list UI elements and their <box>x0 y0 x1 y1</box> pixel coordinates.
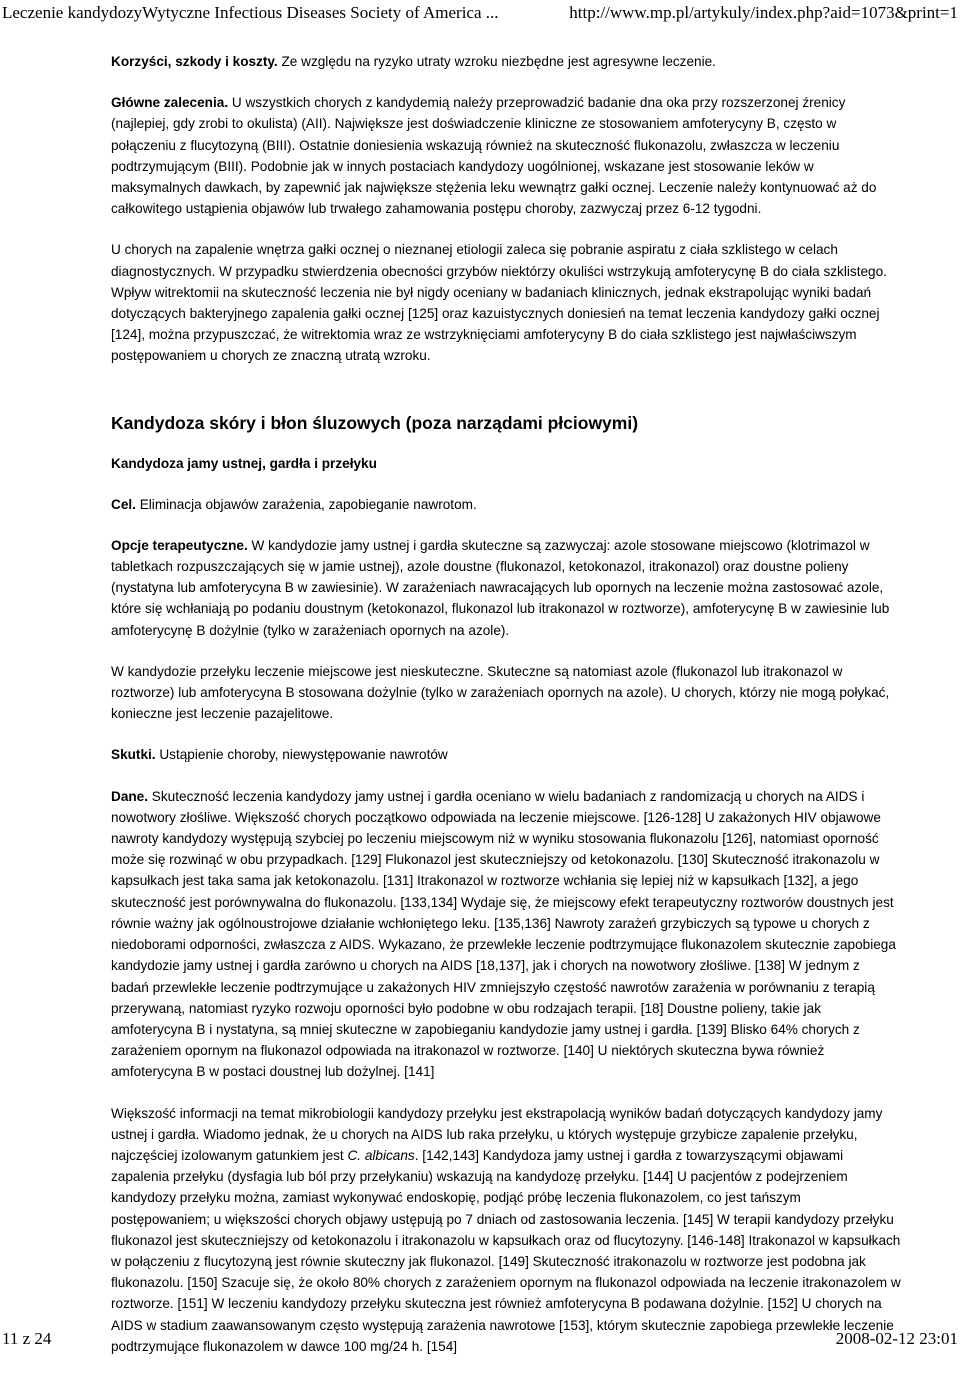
paragraph-text: W kandydozie jamy ustnej i gardła skuteczne są zazwyczaj: azole stosowane miejscowo (klotrimazol w tabletkach rozpuszczających się w jamie ustnej), azole doustne (flukonazol, ketokonazol, itrakonazol) oraz doustne polieny (nystatyna lub amfoterycyna B w zawiesinie). W zarażeniach nawracających lub opornych na leczenie można zastosować azole, które się wchłaniają po podaniu doustnym (ketokonazol, flukonazol lub itrakonazol w roztworze), amfoterycynę B w zawiesinie lub amfoterycynę B dożylnie (tylko w zarażeniach opornych na azole). <box>111 537 890 638</box>
paragraph-przelyk: W kandydozie przełyku leczenie miejscowe jest nieskuteczne. Skuteczne są natomiast azole (flukonazol lub itrakonazol w roztworze) lub amfoterycyna B stosowana dożylnie (tylko w zarażeniach opornych na azole). U chorych, którzy nie mogą połykać, konieczne jest leczenie pazajelitowe. <box>111 663 890 722</box>
paragraph-opcje <box>111 535 901 641</box>
paragraph-text: Ustąpienie choroby, niewystępowanie nawrotów <box>155 747 448 763</box>
paragraph-text: . [142,143] Kandydoza jamy ustnej i gardła z towarzyszącymi objawami zapalenia przełyku (dysfagia lub ból przy przełykaniu) wskazują na kandydozę przełyku. [144] U pacjentów z podejrzeniem kandydozy przełyku można, zamiast wykonywać endoskopię, podjąć próbę leczenia flukonazolem, co jest tańszym postępowaniem; u większości chorych objawy ustępują po 7 dniach od zastosowania leczenia. [145] W terapii kandydozy przełyku flukonazol jest skuteczniejszy od ketokonazolu i itrakonazolu w kapsułkach oraz od flucytozyny. [146-148] Itrakonazol w kapsułkach w połączeniu z flucytozyną jest równie skuteczny jak flukonazol. [149] Skuteczność itrakonazolu w roztworze jest podobna jak flukonazolu. [150] Szacuje się, że około 80% chorych z zarażeniem opornym na flukonazol odpowiada na leczenie itrakonazolem w roztworze. [151] W leczeniu kandydozy przełyku skuteczna jest również amfoterycyna B podawana dożylnie. [152] U chorych na AIDS w stadium zaawansowanym często występują zarażenia nawrotowe [153], którym skutecznie zapobiega przewlekłe leczenie podtrzymujące flukonazolem w dawce 100 mg/24 h. [154] <box>111 1147 901 1354</box>
paragraph-mikrobiologia <box>111 1103 901 1357</box>
page-title: Leczenie kandydozyWytyczne Infectious Diseases Society of America ... <box>2 3 499 22</box>
paragraph-glowne-zalecenia <box>111 92 901 219</box>
species-name: C. albicans <box>347 1147 415 1163</box>
section-heading: Kandydoza skóry i błon śluzowych (poza narządami płciowymi) <box>111 412 639 433</box>
article-body <box>111 51 901 1377</box>
paragraph-text: Większość informacji na temat mikrobiologii kandydozy przełyku jest ekstrapolacją wyników badań dotyczących kandydozy jamy ustnej i gardła. Wiadomo jednak, że u chorych na AIDS lub raka przełyku, u których występuje grzybicze zapalenie przełyku, najczęściej izolowanym gatunkiem jest <box>111 1105 883 1163</box>
paragraph-lead: Cel. <box>111 496 136 512</box>
paragraph-lead: Skutki. <box>111 747 156 763</box>
print-header <box>0 0 960 26</box>
paragraph-dane <box>111 786 901 1083</box>
paragraph-cel <box>111 494 901 515</box>
paragraph-text: Skuteczność leczenia kandydozy jamy ustnej i gardła oceniano w wielu badaniach z randomizacją u chorych na AIDS i nowotwory złośliwe. Większość chorych początkowo odpowiada na leczenie miejscowe. [126-128] U zakażonych HIV objawowe nawroty kandydozy występują szybciej po leczeniu miejscowym niż w wyniku stosowania flukonazolu [126], natomiast oporność może się rozwinąć w obu przypadkach. [129] Flukonazol jest skuteczniejszy od ketokonazolu. [130] Skuteczność itrakonazolu w kapsułkach jest taka sama jak ketokonazolu. [131] Itrakonazol w roztworze wchłania się lepiej niż w kapsułkach [132], a jego skuteczność jest porównywalna do flukonazolu. [133,134] Wydaje się, że miejscowy efekt terapeutyczny roztworów doustnych jest równie ważny jak ogólnoustrojowe działanie wchłoniętego leku. [135,136] Nawroty zarażeń grzybiczych są typowe u chorych z niedoborami odporności, zwłaszcza z AIDS. Wykazano, że przewlekłe leczenie podtrzymujące flukonazolem skutecznie zapobiega kandydozie jamy ustnej i gardła zarówno u chorych na AIDS [18,137], jak i chorych na nowotwory złośliwe. [138] W jednym z badań przewlekłe leczenie podtrzymujące u zakażonych HIV zmniejszyło częstość nawrotów zarażenia w porównaniu z terapią przerywaną, natomiast ryzyko rozwoju oporności było podobne w obu rodzajach terapii. [18] Doustne polieny, takie jak amfoterycyna B i nystatyna, są mniej skuteczne w zapobieganiu kandydozie jamy ustnej i gardła. [139] Blisko 64% chorych z zarażeniem opornym na flukonazol odpowiada na itrakonazol w roztworze. [140] U niektórych skuteczna bywa również amfoterycyna B w postaci doustnej lub dożylnej. [141] <box>111 788 896 1080</box>
paragraph-skutki <box>111 744 901 765</box>
paragraph-korzysci <box>111 51 901 72</box>
paragraph-text: Ze względu na ryzyko utraty wzroku niezbędne jest agresywne leczenie. <box>277 54 716 69</box>
print-datetime: 2008-02-12 23:01 <box>835 1329 958 1348</box>
page-number: 11 z 24 <box>2 1329 52 1348</box>
paragraph-lead: Główne zalecenia. <box>111 95 229 111</box>
paragraph-lead: Dane. <box>111 788 149 804</box>
print-footer <box>0 1328 960 1352</box>
paragraph-text: Eliminacja objawów zarażenia, zapobieganie nawrotom. <box>135 496 477 512</box>
paragraph-lead: Korzyści, szkody i koszty. <box>111 54 278 69</box>
paragraph-zapalenie: U chorych na zapalenie wnętrza gałki ocznej o nieznanej etiologii zaleca się pobranie aspiratu z ciała szklistego w celach diagnostycznych. W przypadku stwierdzenia obecności grzybów niektórzy okuliści wstrzykują amfoterycynę B do ciała szklistego. Wpływ witrektomii na skuteczność leczenia nie był nigdy oceniany w badaniach klinicznych, jednak ekstrapolując wyniki badań dotyczących bakteryjnego zapalenia gałki ocznej [125] oraz kazuistycznych doniesień na temat leczenia kandydozy gałki ocznej [124], można przypuszczać, że witrektomia wraz ze wstrzyknięciami amfoterycyny B do ciała szklistego jest najwłaściwszym postępowaniem u chorych ze znaczną utratą wzroku. <box>111 242 887 364</box>
page-url[interactable]: http://www.mp.pl/artykuly/index.php?aid=1073&print=1 <box>569 3 958 22</box>
paragraph-lead: Opcje terapeutyczne. <box>111 537 248 553</box>
paragraph-text: U wszystkich chorych z kandydemią należy przeprowadzić badanie dna oka przy rozszerzonej źrenicy (najlepiej, gdy zrobi to okulista) (AII). Największe jest doświadczenie kliniczne ze stosowaniem amfoterycyny B, często w połączeniu z flucytozyną (BIII). Ostatnie doniesienia wskazują również na skuteczność flukonazolu, zwłaszcza w leczeniu podtrzymującym (BIII). Podobnie jak w innych postaciach kandydozy uogólnionej, wskazane jest stosowanie leków w maksymalnych dawkach, by zapewnić jak największe stężenia leku wewnątrz gałki ocznej. Leczenie należy kontynuować aż do całkowitego ustąpienia objawów lub trwałego zahamowania postępu choroby, zazwyczaj przez 6-12 tygodni. <box>111 95 877 217</box>
subsection-heading: Kandydoza jamy ustnej, gardła i przełyku <box>111 455 377 471</box>
